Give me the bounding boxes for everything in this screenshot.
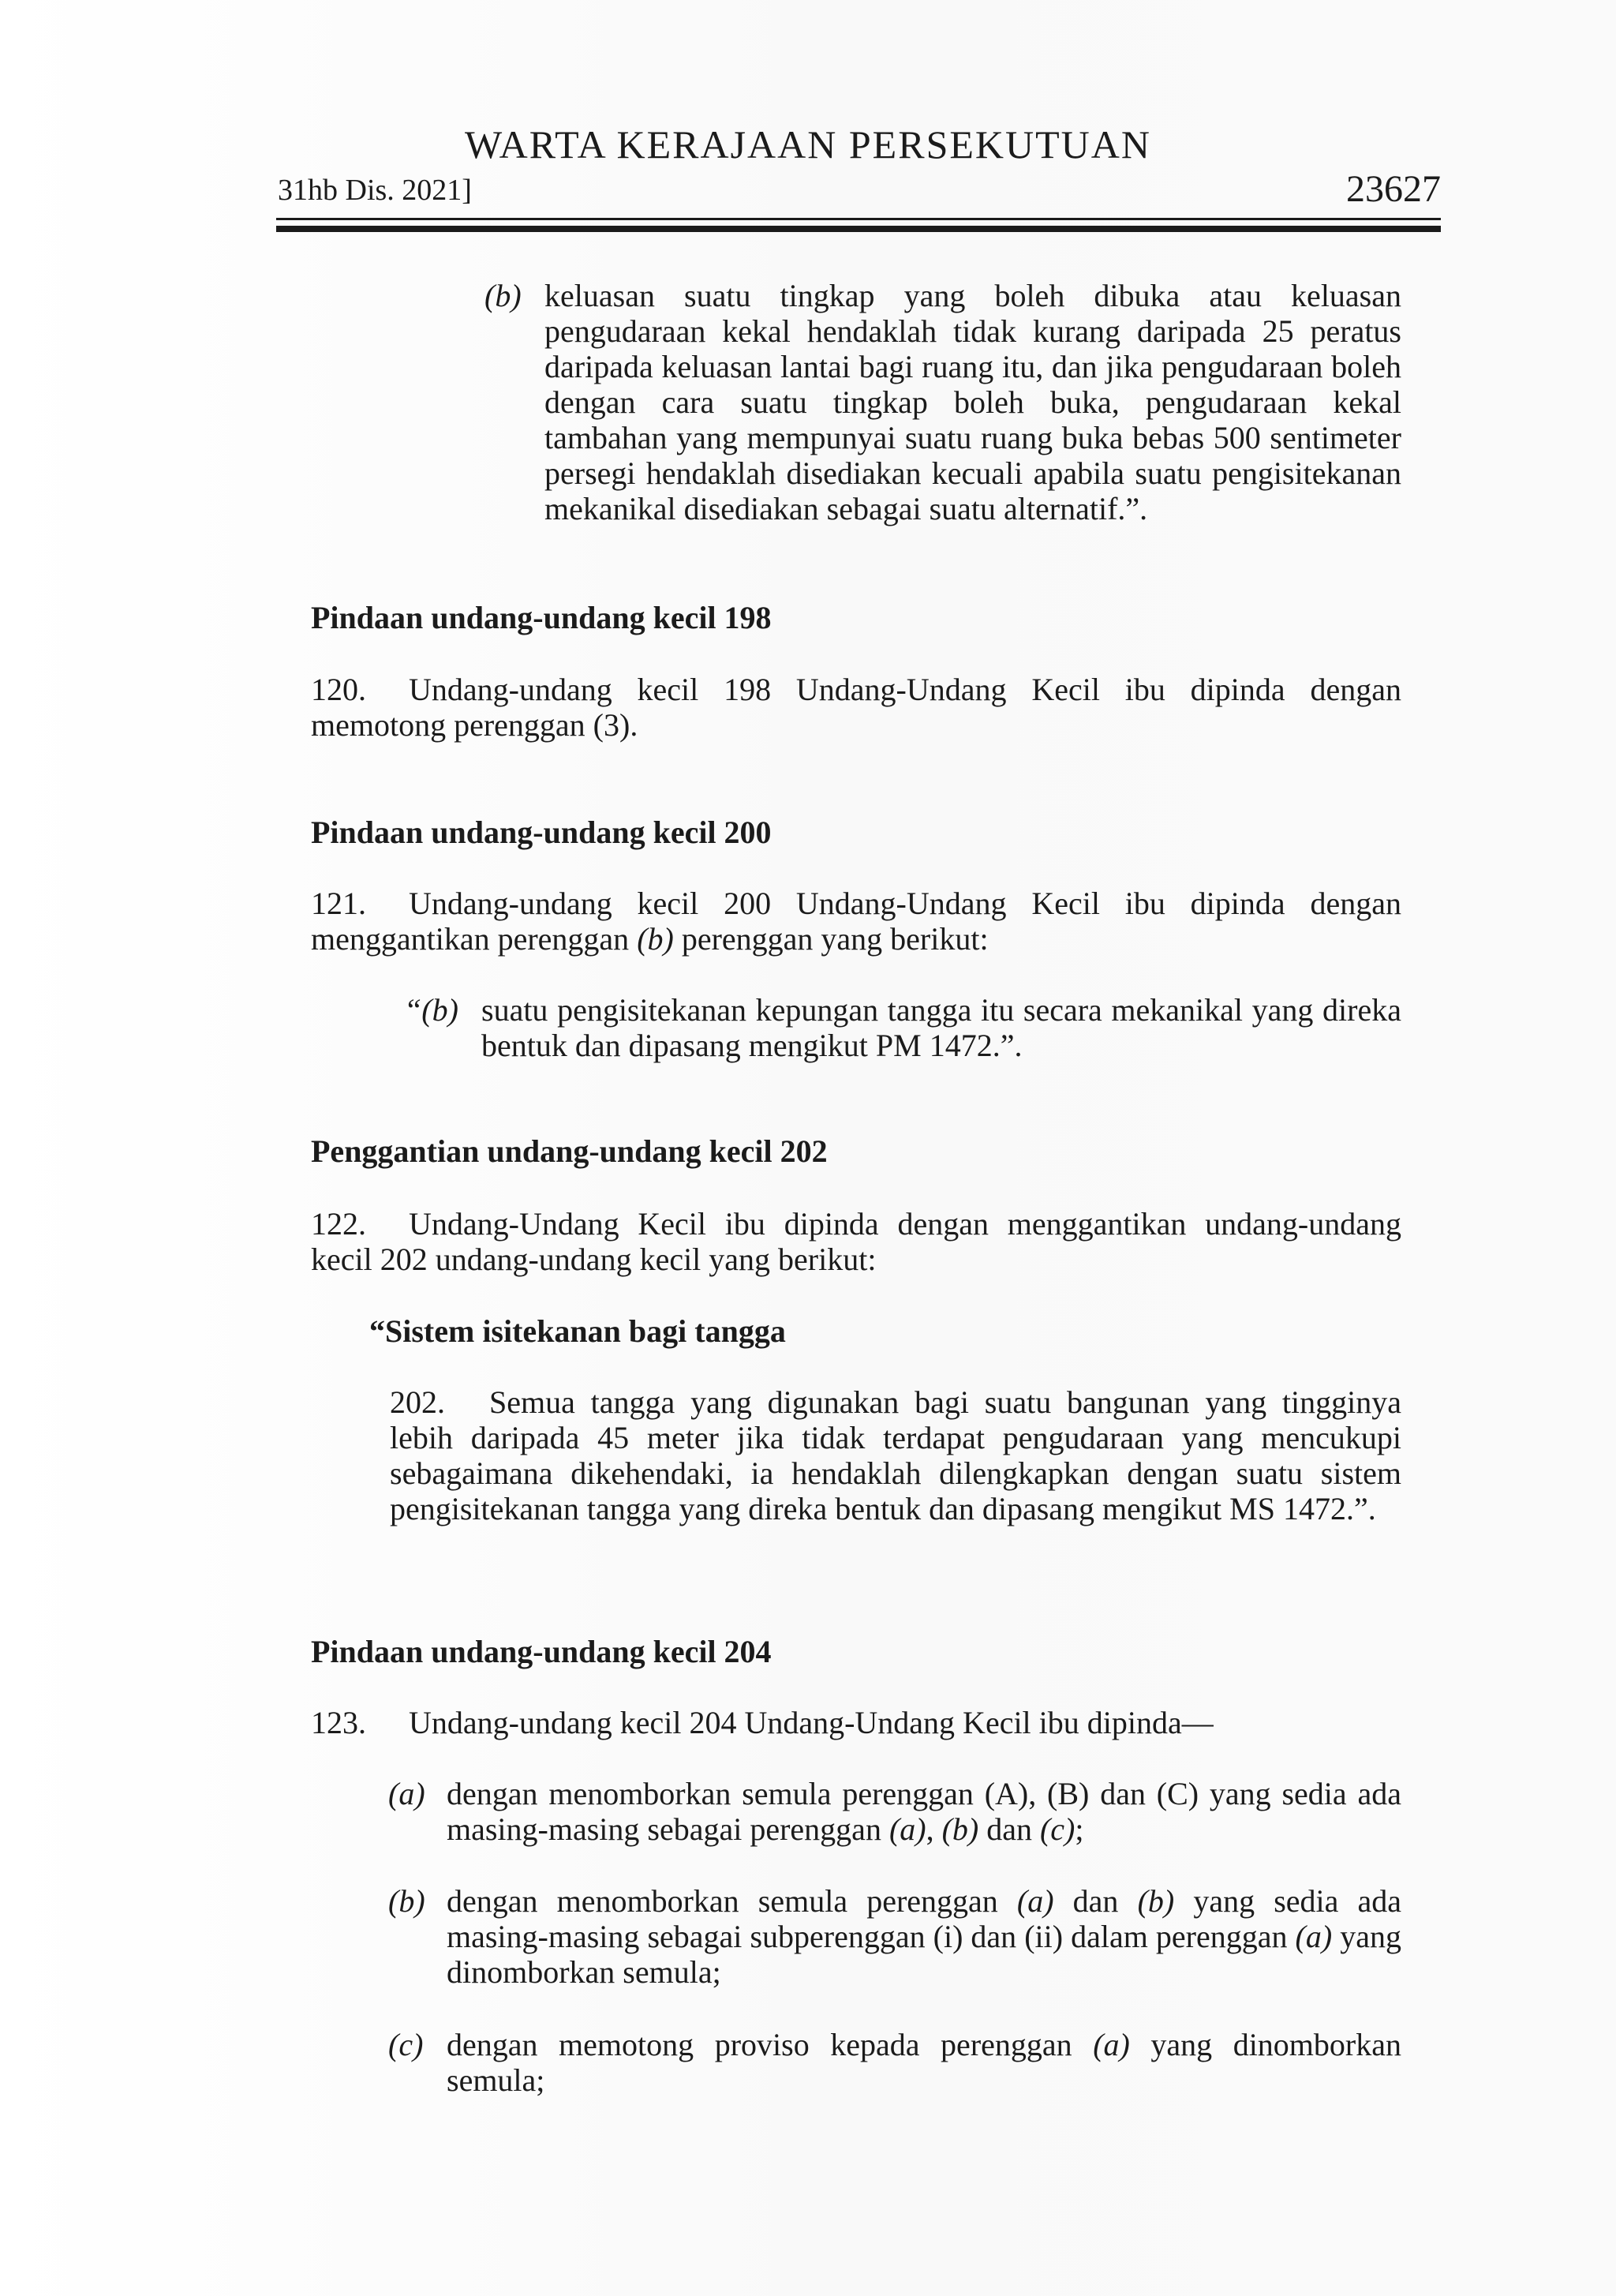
item-text-part: dengan menomborkan semula perenggan (A), (B) dan (C) yang sedia ada masing-masing sebagai perenggan [447, 1776, 1401, 1847]
item-b-label: (b) [484, 278, 522, 313]
item-text-part: dengan menomborkan semula perenggan [447, 1883, 1017, 1919]
item-text-part: dan [1053, 1883, 1138, 1919]
issue-date: 31hb Dis. 2021] [278, 174, 472, 207]
section-123-item-c-label: (c) [388, 2027, 424, 2062]
section-121-quote-text: suatu pengisitekanan kepungan tangga itu secara mekanikal yang direka bentuk dan dipasang mengikut PM 1472.”. [481, 992, 1401, 1063]
section-120-number: 120. [311, 672, 366, 707]
item-text-part: yang sedia ada masing-masing sebagai subperenggan (i) dan (ii) dalam perenggan [447, 1883, 1402, 1954]
section-123-item-b-text [447, 1883, 1401, 1990]
section-122-heading: Penggantian undang-undang kecil 202 [311, 1133, 828, 1169]
section-121-text [311, 886, 1401, 957]
section-123-item-a-text [447, 1776, 1401, 1847]
section-123-item-b-label: (b) [388, 1883, 425, 1919]
section-121-heading: Pindaan undang-undang kecil 200 [311, 815, 772, 850]
gazette-title: WARTA KERAJAAN PERSEKUTUAN [464, 122, 1152, 167]
section-122-quote-heading: “Sistem isitekanan bagi tangga [369, 1313, 786, 1349]
item-text-part: yang dinomborkan semula; [447, 2027, 1401, 2098]
item-b-text: keluasan suatu tingkap yang boleh dibuka atau keluasan pengudaraan kekal hendaklah tidak kurang daripada 25 peratus daripada keluasan lantai bagi ruang itu, dan jika pengudaraan boleh dengan cara suatu tingkap boleh buka, pengudaraan kekal tambahan yang mempunyai suatu ruang buka bebas 500 sentimeter persegi hendaklah disediakan kecuali apabila suatu pengisitekanan mekanikal disediakan sebagai suatu alternatif.”. [544, 278, 1401, 526]
item-text-part: , [926, 1811, 942, 1847]
item-text-part: ; [1075, 1811, 1084, 1847]
item-text-part: (a) [1093, 2027, 1130, 2062]
section-121-number: 121. [311, 886, 366, 921]
section-122-quote-number: 202. [390, 1384, 445, 1420]
section-121-text-italic: (b) [637, 921, 674, 957]
section-123-number: 123. [311, 1705, 366, 1740]
section-123-text: Undang-undang kecil 204 Undang-Undang Kecil ibu dipinda— [409, 1705, 1214, 1740]
section-120-text: Undang-undang kecil 198 Undang-Undang Kecil ibu dipinda dengan memotong perenggan (3). [311, 672, 1401, 743]
header-rule-thin [276, 218, 1441, 220]
section-121-quote-label: “(b) [404, 992, 458, 1028]
section-121-text-end: perenggan yang berikut: [673, 921, 989, 957]
item-text-part: dengan memotong proviso kepada perenggan [447, 2027, 1094, 2062]
item-text-part: dan [978, 1811, 1040, 1847]
header-rule-thick [276, 226, 1441, 232]
item-text-part: (a) [888, 1811, 926, 1847]
item-text-part: (b) [941, 1811, 979, 1847]
section-122-number: 122. [311, 1206, 366, 1242]
section-123-item-a-label: (a) [388, 1776, 425, 1811]
section-123-heading: Pindaan undang-undang kecil 204 [311, 1634, 772, 1669]
section-120-heading: Pindaan undang-undang kecil 198 [311, 600, 772, 635]
item-text-part: (a) [1016, 1883, 1054, 1919]
item-text-part: (b) [1137, 1883, 1175, 1919]
section-123-item-c-text [447, 2027, 1401, 2098]
section-122-quote-text: Semua tangga yang digunakan bagi suatu bangunan yang tingginya lebih daripada 45 meter jika tidak terdapat pengudaraan yang mencukupi sebagaimana dikehendaki, ia hendaklah dilengkapkan dengan suatu sistem pengisitekanan tangga yang direka bentuk dan dipasang mengikut MS 1472.”. [390, 1384, 1401, 1526]
item-text-part: yang dinomborkan semula; [447, 1919, 1401, 1990]
section-122-text: Undang-Undang Kecil ibu dipinda dengan menggantikan undang-undang kecil 202 undang-undang kecil yang berikut: [311, 1206, 1401, 1277]
item-text-part: (c) [1039, 1811, 1075, 1847]
item-text-part: (a) [1295, 1919, 1333, 1954]
page-number: 23627 [1346, 168, 1441, 210]
section-121-text-start: Undang-undang kecil 200 Undang-Undang Kecil ibu dipinda dengan menggantikan perenggan [311, 886, 1401, 957]
